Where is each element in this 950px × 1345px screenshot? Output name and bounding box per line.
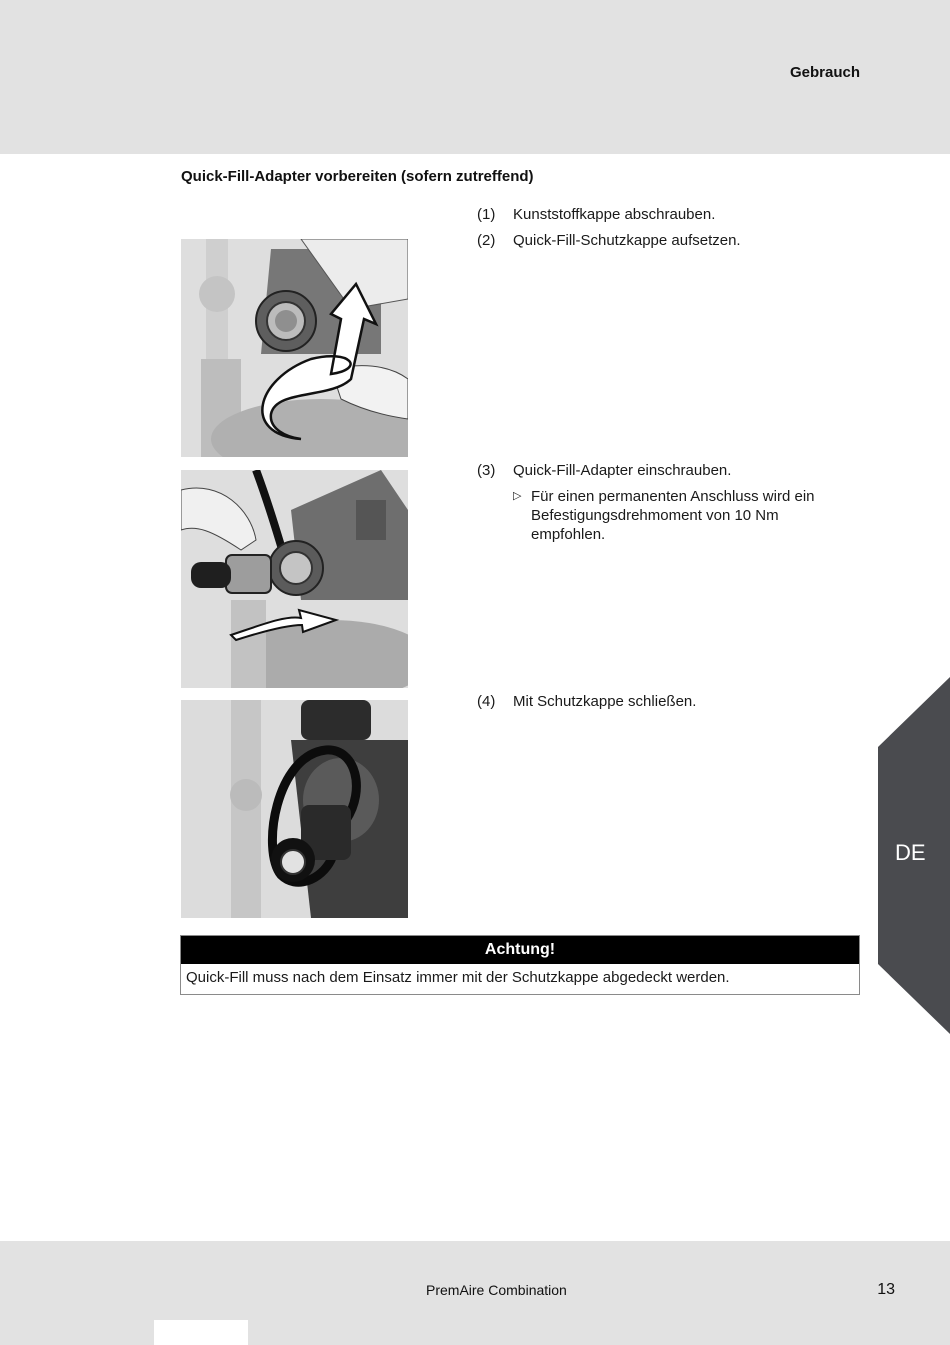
step-2 xyxy=(477,232,741,249)
illustration-close-cap xyxy=(181,700,408,918)
step-4 xyxy=(477,693,696,710)
step-1 xyxy=(477,206,715,223)
notice-box xyxy=(180,935,860,995)
page-number: 13 xyxy=(877,1281,895,1298)
step-text: Kunststoffkappe abschrauben. xyxy=(513,206,716,223)
step-text: Quick-Fill-Adapter einschrauben. xyxy=(513,462,732,479)
triangle-right-icon: ▷ xyxy=(513,490,522,502)
section-label: Gebrauch xyxy=(789,64,860,81)
notice-text: Quick-Fill muss nach dem Einsatz immer mit der Schutzkappe abgedeckt werden. xyxy=(186,969,730,986)
step-number: (4) xyxy=(477,693,496,710)
notice-title: Achtung! xyxy=(181,936,859,964)
step-text: Mit Schutzkappe schließen. xyxy=(513,693,697,710)
step-number: (2) xyxy=(477,232,496,249)
step-text: Quick-Fill-Schutzkappe aufsetzen. xyxy=(513,232,741,249)
step-number: (3) xyxy=(477,462,496,479)
sub-step xyxy=(513,487,843,544)
step-number: (1) xyxy=(477,206,496,223)
sub-step-text: Für einen permanenten Anschluss wird ein Befestigungsdrehmoment von 10 Nm empfohlen. xyxy=(531,488,815,543)
page-heading: Quick-Fill-Adapter vorbereiten (sofern zutreffend) xyxy=(181,168,534,185)
illustration-screw-adapter xyxy=(181,470,408,688)
footer-strip xyxy=(154,1320,248,1345)
illustration-remove-cap xyxy=(181,239,408,457)
footer-product: PremAire Combination xyxy=(426,1282,567,1298)
language-tab-label: DE xyxy=(895,840,926,865)
step-3 xyxy=(477,462,731,479)
